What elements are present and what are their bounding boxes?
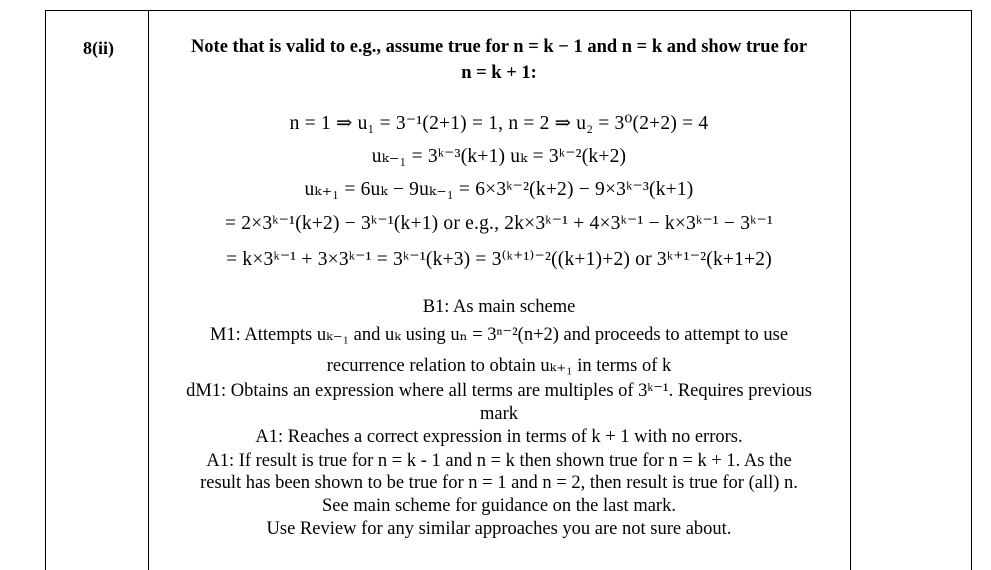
mark-dm1-line-1: dM1: Obtains an expression where all terms are multiples of 3ᵏ⁻¹. Requires previous [186,381,812,401]
mark-a1-first: A1: Reaches a correct expression in terms of k + 1 with no errors. [255,427,743,447]
equation-uk: uₖ₋₁ = 3ᵏ⁻³(k+1) uₖ = 3ᵏ⁻²(k+2) [371,146,627,167]
mark-dm1-line-2: mark [479,404,518,424]
review-line: Use Review for any similar approaches you are not sure about. [266,519,732,539]
mark-a1-second-line-3: See main scheme for guidance on the last mark. [322,496,676,516]
note-line-2: n = k + 1: [461,63,537,83]
equation-base-cases: n = 1 ⇒ u₁ = 3⁻¹(2+1) = 1, n = 2 ⇒ u₂ = 3⁰(2+2) = 4 [289,113,709,134]
mark-b1: B1: As main scheme [422,297,576,317]
column-divider-2 [850,11,851,570]
equation-simplify-1: = 2×3ᵏ⁻¹(k+2) − 3ᵏ⁻¹(k+1) or e.g., 2k×3ᵏ⁻¹ + 4×3ᵏ⁻¹ − k×3ᵏ⁻¹ − 3ᵏ⁻¹ [224,213,774,234]
note-line-1: Note that is valid to e.g., assume true for n = k − 1 and n = k and show true for [190,37,808,57]
mark-a1-second-line-1: A1: If result is true for n = k - 1 and n = k then shown true for n = k + 1. As the [206,451,792,471]
equation-recurrence: uₖ₊₁ = 6uₖ − 9uₖ₋₁ = 6×3ᵏ⁻²(k+2) − 9×3ᵏ⁻³(k+1) [304,179,694,200]
equation-simplify-2: = k×3ᵏ⁻¹ + 3×3ᵏ⁻¹ = 3ᵏ⁻¹(k+3) = 3⁽ᵏ⁺¹⁾⁻²((k+1)+2) or 3ᵏ⁺¹⁻²(k+1+2) [226,249,772,270]
mark-scheme-table [45,10,972,570]
mark-m1-line-1: M1: Attempts uₖ₋₁ and uₖ using uₙ = 3ⁿ⁻²(n+2) and proceeds to attempt to use [209,325,789,345]
mark-m1-line-2: recurrence relation to obtain uₖ₊₁ in terms of k [326,356,672,376]
mark-a1-second-line-2: result has been shown to be true for n = 1 and n = 2, then result is true for (all) n. [200,473,798,493]
question-number: 8(ii) [83,38,114,58]
